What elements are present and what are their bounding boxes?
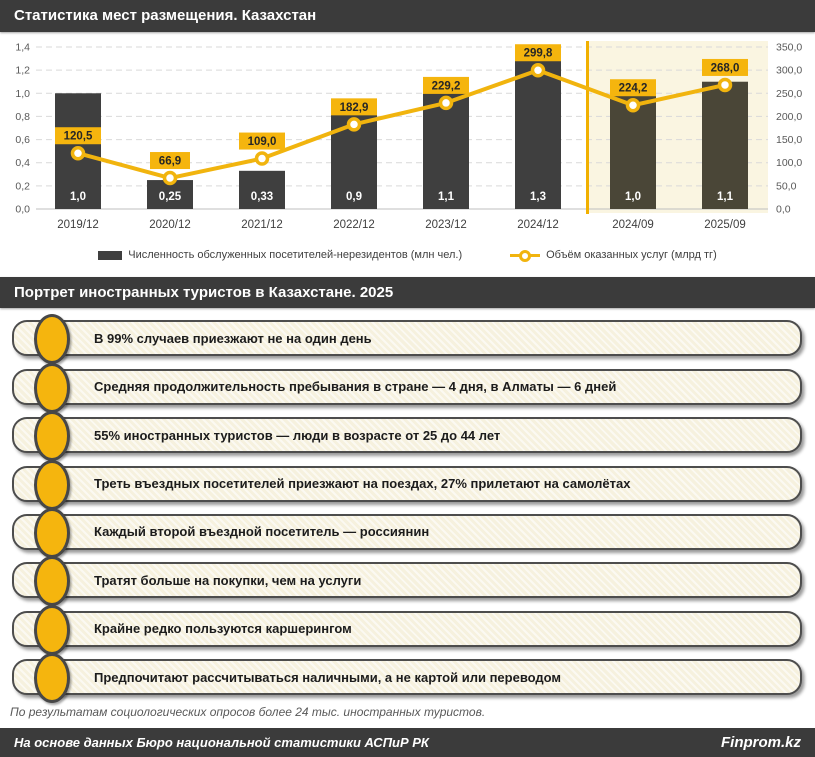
bullet-ellipse-icon bbox=[34, 556, 70, 606]
right-axis-tick: 350,0 bbox=[776, 41, 803, 54]
bar-value-label: 1,3 bbox=[530, 191, 546, 203]
right-axis-tick: 100,0 bbox=[776, 157, 803, 170]
line-marker bbox=[441, 97, 452, 108]
line-value-label: 268,0 bbox=[710, 62, 740, 75]
left-axis-tick: 1,4 bbox=[15, 41, 30, 54]
line-marker bbox=[257, 153, 268, 164]
fact-item-8 bbox=[12, 659, 802, 695]
x-axis-label: 2019/12 bbox=[57, 219, 99, 231]
line-marker bbox=[349, 119, 360, 130]
left-axis-tick: 0,0 bbox=[15, 203, 30, 216]
fact-text: 55% иностранных туристов — люди в возрасте от 25 до 44 лет bbox=[94, 427, 501, 443]
line-marker bbox=[720, 79, 731, 90]
chart-section-title: Статистика мест размещения. Казахстан bbox=[0, 0, 815, 32]
bar-series-swatch-icon bbox=[98, 251, 122, 260]
facts-section-title: Портрет иностранных туристов в Казахстане. 2025 bbox=[0, 277, 815, 308]
x-axis-label: 2024/09 bbox=[612, 219, 654, 231]
right-axis-tick: 200,0 bbox=[776, 110, 803, 123]
bar-2024/12 bbox=[515, 59, 561, 209]
legend-item-bars bbox=[98, 249, 462, 261]
fact-item-4 bbox=[12, 466, 802, 502]
x-axis-label: 2020/12 bbox=[149, 219, 191, 231]
bullet-ellipse-icon bbox=[34, 653, 70, 703]
fact-item-6 bbox=[12, 562, 802, 598]
bar-value-label: 0,25 bbox=[158, 191, 182, 203]
x-axis-label: 2022/12 bbox=[333, 219, 375, 231]
x-axis-label: 2024/12 bbox=[517, 219, 559, 231]
legend-label-bars: Численность обслуженных посетителей-нерезидентов (млн чел.) bbox=[128, 249, 463, 261]
line-value-label: 109,0 bbox=[247, 136, 277, 149]
bar-value-label: 1,0 bbox=[625, 191, 641, 203]
line-marker bbox=[73, 148, 84, 159]
footnote: По результатам социологических опросов более 24 тыс. иностранных туристов. bbox=[10, 705, 486, 719]
line-value-label: 229,2 bbox=[431, 80, 461, 93]
fact-text: Крайне редко пользуются каршерингом bbox=[94, 621, 352, 637]
fact-text: Предпочитают рассчитываться наличными, а не картой или переводом bbox=[94, 669, 562, 685]
line-value-label: 66,9 bbox=[158, 155, 182, 168]
bullet-ellipse-icon bbox=[34, 314, 70, 364]
facts-list bbox=[12, 308, 802, 695]
left-axis-tick: 1,2 bbox=[15, 64, 30, 77]
right-axis-tick: 300,0 bbox=[776, 64, 803, 77]
right-axis-tick: 150,0 bbox=[776, 134, 803, 147]
fact-item-1 bbox=[12, 320, 802, 356]
right-axis-tick: 250,0 bbox=[776, 87, 803, 100]
fact-item-2 bbox=[12, 369, 802, 405]
line-value-label: 224,2 bbox=[618, 82, 648, 95]
left-axis-tick: 0,2 bbox=[15, 180, 30, 193]
fact-item-5 bbox=[12, 514, 802, 550]
footer-bar bbox=[0, 728, 815, 757]
bar-value-label: 0,9 bbox=[346, 191, 362, 203]
line-marker bbox=[165, 173, 176, 184]
fact-text: Тратят больше на покупки, чем на услуги bbox=[94, 572, 362, 588]
data-source: На основе данных Бюро национальной статистики АСПиР РК bbox=[14, 735, 429, 750]
legend-item-line bbox=[510, 249, 717, 261]
bar-value-label: 0,33 bbox=[250, 191, 274, 203]
x-axis-label: 2021/12 bbox=[241, 219, 283, 231]
left-axis-tick: 0,8 bbox=[15, 110, 30, 123]
left-axis-tick: 1,0 bbox=[15, 87, 30, 100]
legend-label-line: Объём оказанных услуг (млрд тг) bbox=[546, 249, 717, 261]
line-value-label: 120,5 bbox=[63, 130, 93, 143]
bullet-ellipse-icon bbox=[34, 508, 70, 558]
fact-item-3 bbox=[12, 417, 802, 453]
fact-text: В 99% случаев приезжают не на один день bbox=[94, 330, 372, 346]
right-axis-tick: 0,0 bbox=[776, 203, 791, 216]
x-axis-label: 2025/09 bbox=[704, 219, 746, 231]
fact-text: Треть въездных посетителей приезжают на поездах, 27% прилетают на самолётах bbox=[94, 476, 631, 492]
bullet-ellipse-icon bbox=[34, 460, 70, 510]
bar-value-label: 1,1 bbox=[717, 191, 733, 203]
fact-text: Каждый второй въездной посетитель — россиянин bbox=[94, 524, 430, 540]
line-marker bbox=[628, 100, 639, 111]
left-axis-tick: 0,4 bbox=[15, 157, 30, 170]
line-marker bbox=[533, 65, 544, 76]
fact-item-7 bbox=[12, 611, 802, 647]
left-axis-tick: 0,6 bbox=[15, 134, 30, 147]
x-axis-label: 2023/12 bbox=[425, 219, 467, 231]
bar-2021/12 bbox=[239, 171, 285, 209]
line-value-label: 299,8 bbox=[523, 47, 553, 60]
right-axis-tick: 50,0 bbox=[776, 180, 797, 193]
bullet-ellipse-icon bbox=[34, 363, 70, 413]
bar-value-label: 1,0 bbox=[70, 191, 86, 203]
fact-text: Средняя продолжительность пребывания в стране — 4 дня, в Алматы — 6 дней bbox=[94, 379, 617, 395]
bullet-ellipse-icon bbox=[34, 411, 70, 461]
bullet-ellipse-icon bbox=[34, 605, 70, 655]
brand-logo: Finprom.kz bbox=[720, 734, 801, 751]
chart-legend bbox=[0, 246, 815, 264]
combo-chart bbox=[0, 32, 815, 240]
bar-value-label: 1,1 bbox=[438, 191, 454, 203]
line-series-marker-icon bbox=[510, 249, 540, 261]
line-value-label: 182,9 bbox=[339, 101, 369, 114]
bar-2025/09 bbox=[702, 82, 748, 209]
